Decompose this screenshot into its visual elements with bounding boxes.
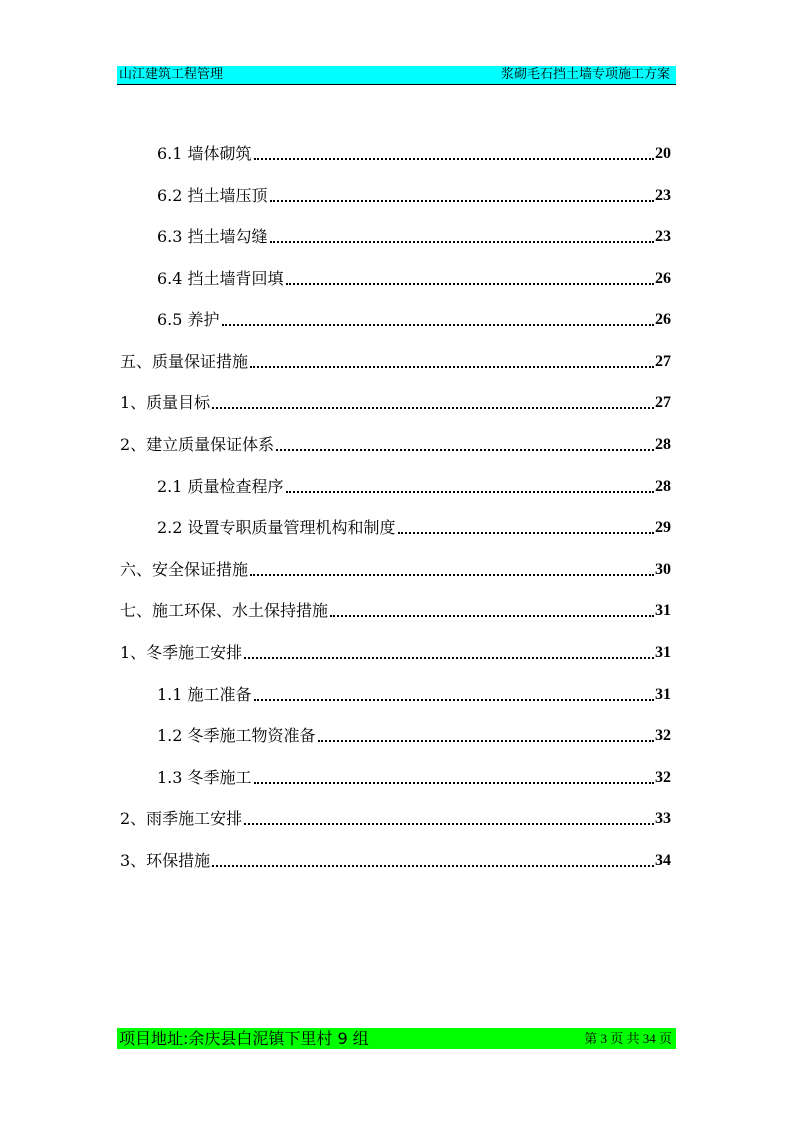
toc-entry-page: 31: [655, 602, 671, 619]
toc-entry-section-5[interactable]: [120, 349, 671, 373]
toc-entry-page: 23: [655, 187, 671, 204]
toc-entry-section-6[interactable]: [120, 557, 671, 581]
toc-entry-5-2-2[interactable]: [157, 515, 671, 539]
toc-entry-page: 32: [655, 769, 671, 786]
toc-leader-dots: [276, 449, 654, 451]
toc-entry-page: 33: [655, 810, 671, 827]
toc-entry-title: 6.1 墙体砌筑: [157, 144, 252, 163]
toc-entry-6-2[interactable]: [157, 183, 671, 207]
toc-entry-page: 27: [655, 353, 671, 370]
page-header: [117, 66, 676, 85]
toc-entry-5-2-1[interactable]: [157, 474, 671, 498]
footer-project-address: 项目地址:余庆县白泥镇下里村 9 组: [119, 1029, 369, 1048]
toc-entry-title: 1.3 冬季施工: [157, 768, 252, 787]
toc-leader-dots: [254, 158, 654, 160]
toc-entry-page: 28: [655, 436, 671, 453]
toc-entry-title: 2、建立质量保证体系: [120, 435, 275, 454]
toc-entry-page: 31: [655, 686, 671, 703]
toc-leader-dots: [270, 200, 654, 202]
toc-entry-title: 1.2 冬季施工物资准备: [157, 726, 316, 745]
toc-entry-6-5[interactable]: [157, 307, 671, 331]
toc-entry-6-3[interactable]: [157, 224, 671, 248]
toc-entry-page: 34: [655, 852, 671, 869]
toc-entry-title: 1.1 施工准备: [157, 685, 252, 704]
toc-entry-title: 6.3 挡土墙勾缝: [157, 227, 268, 246]
footer-page-number: 第 3 页 共 34 页: [584, 1031, 672, 1046]
toc-leader-dots: [244, 657, 654, 659]
toc-leader-dots: [286, 283, 654, 285]
toc-entry-7-1[interactable]: [120, 640, 671, 664]
toc-leader-dots: [270, 241, 654, 243]
toc-leader-dots: [250, 366, 654, 368]
toc-entry-page: 30: [655, 561, 671, 578]
toc-entry-page: 27: [655, 394, 671, 411]
toc-entry-7-1-2[interactable]: [157, 723, 671, 747]
toc-leader-dots: [286, 491, 654, 493]
toc-leader-dots: [212, 407, 654, 409]
toc-entry-title: 2.1 质量检查程序: [157, 477, 284, 496]
toc-entry-7-1-1[interactable]: [157, 682, 671, 706]
toc-entry-title: 2.2 设置专职质量管理机构和制度: [157, 518, 396, 537]
toc-entry-7-3[interactable]: [120, 848, 671, 872]
toc-entry-title: 六、安全保证措施: [120, 560, 249, 579]
toc-entry-6-4[interactable]: [157, 266, 671, 290]
toc-entry-title: 3、环保措施: [120, 851, 211, 870]
toc-leader-dots: [222, 324, 654, 326]
toc-entry-title: 五、质量保证措施: [120, 352, 249, 371]
toc-leader-dots: [398, 532, 654, 534]
toc-entry-title: 6.4 挡土墙背回填: [157, 269, 284, 288]
toc-entry-page: 32: [655, 727, 671, 744]
toc-leader-dots: [212, 865, 654, 867]
toc-leader-dots: [254, 699, 654, 701]
toc-entry-5-1[interactable]: [120, 390, 671, 414]
page-footer: [117, 1028, 676, 1049]
toc-leader-dots: [254, 782, 654, 784]
toc-leader-dots: [330, 615, 654, 617]
toc-entry-page: 23: [655, 228, 671, 245]
toc-leader-dots: [244, 823, 654, 825]
toc-entry-page: 26: [655, 270, 671, 287]
toc-entry-page: 31: [655, 644, 671, 661]
toc-leader-dots: [250, 574, 654, 576]
toc-entry-6-1[interactable]: [157, 141, 671, 165]
toc-entry-page: 28: [655, 478, 671, 495]
header-company: 山江建筑工程管理: [119, 67, 224, 82]
toc-entry-section-7[interactable]: [120, 598, 671, 622]
toc-entry-title: 七、施工环保、水土保持措施: [120, 601, 329, 620]
toc-leader-dots: [318, 740, 654, 742]
toc-entry-title: 2、雨季施工安排: [120, 809, 243, 828]
toc-entry-title: 6.5 养护: [157, 310, 220, 329]
toc-entry-title: 1、质量目标: [120, 393, 211, 412]
toc-entry-5-2[interactable]: [120, 432, 671, 456]
toc-entry-page: 20: [655, 145, 671, 162]
toc-entry-page: 26: [655, 311, 671, 328]
toc-entry-title: 1、冬季施工安排: [120, 643, 243, 662]
header-document-title: 浆砌毛石挡土墙专项施工方案: [500, 67, 670, 82]
toc-entry-title: 6.2 挡土墙压顶: [157, 186, 268, 205]
toc-entry-7-1-3[interactable]: [157, 765, 671, 789]
toc-entry-7-2[interactable]: [120, 806, 671, 830]
toc-entry-page: 29: [655, 519, 671, 536]
